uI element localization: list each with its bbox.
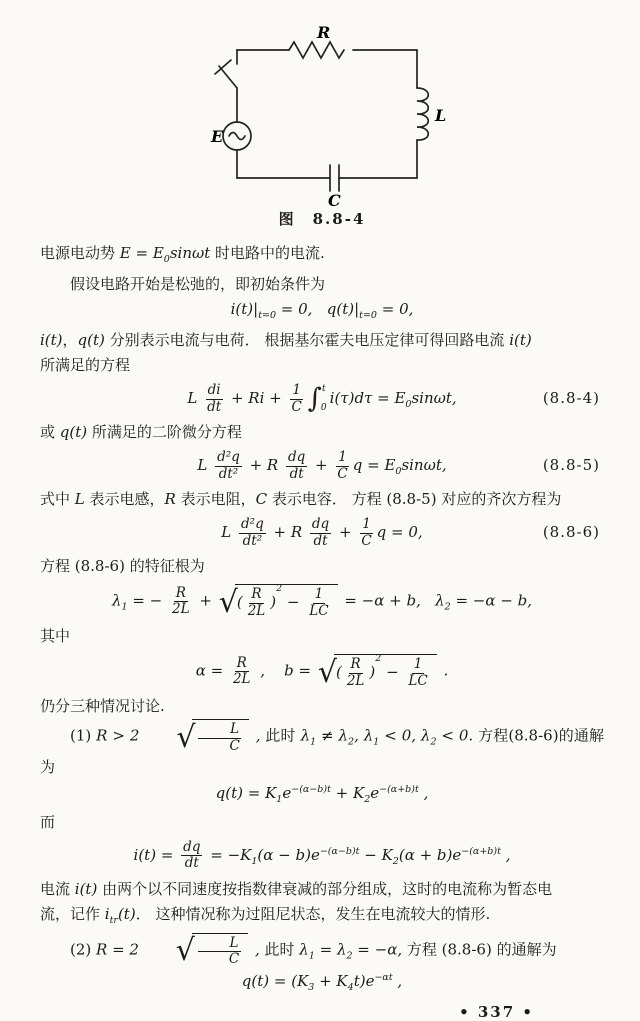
equation-body: L $\frac{di}{dt}$ + Ri + $\frac{1}{C}$ ∫ t 0 $i(\tau)d\tau = E_0\sin\omega t$,: [187, 382, 457, 415]
paragraph-components: 式中 L 表示电感，R 表示电阻，C 表示电容． 方程 (8.8-5) 对应的齐次方程为: [40, 490, 562, 509]
equation-roots: [40, 584, 604, 619]
figure-caption-number: 8.8-4: [312, 210, 366, 228]
paragraph-three-cases: 仍分三种情况讨论.: [40, 697, 165, 716]
paragraph-satisfies: 所满足的方程: [40, 356, 131, 374]
equation-alpha-b: [40, 654, 604, 689]
figure-caption: [40, 208, 604, 229]
equation-i-general-1: [40, 840, 604, 872]
paragraph-or-q: 或 q(t) 所满足的二阶微分方程: [40, 423, 242, 442]
paragraph-transient-b: 流，记作 $i_{tr}(t)$． 这种情况称为过阻尼状态，发生在电流较大的情形.: [40, 904, 491, 926]
paragraph-case1: (1) R > 2 √ $\frac{L}{C}$ , 此时 $\lambda_1 \ne \lambda_2$, $\lambda_1 < 0$, $\lambda_2 < 0$. 方程(8.8-6)的通解为: [40, 719, 604, 776]
paragraph-kirchhoff: i(t)，q(t) 分别表示电流与电荷． 根据基尔霍夫电压定律可得回路电流 i(t): [40, 331, 532, 349]
equation-8-8-6: [40, 517, 604, 549]
equation-tag: (8.8-4): [542, 389, 600, 408]
source-label: E: [211, 127, 224, 146]
equation-body: α = $\frac{R}{2L}$ , b = √ ( $\frac{R}{2L}$ ) 2 − $\frac{1}{LC}$ .: [195, 653, 449, 690]
sine-wave-icon: [229, 133, 245, 140]
equation-body: $\lambda_1$ = − $\frac{R}{2L}$ + √ ( $\frac{R}{2L}$ ) 2 − $\frac{1}{LC}$ = −α + b, $\lambda_2 = -\alpha - b$,: [112, 583, 532, 620]
resistor-symbol: [289, 42, 344, 58]
initial-conditions: $i(t)|_{t=0} = 0$, $q(t)|_{t=0} = 0$,: [230, 300, 414, 321]
inductor-symbol: [417, 88, 428, 140]
paragraph-where: 其中: [40, 627, 71, 646]
circuit-figure: [40, 26, 604, 208]
equation-q-general-1: [40, 785, 604, 805]
equation-8-8-5: [40, 450, 604, 482]
equation-body: i(t) = $\frac{dq}{dt}$ = $-K_1(\alpha - b)e^{-(\alpha-b)t} - K_2(\alpha + b)e^{-(\alpha+b)t}$ ,: [133, 838, 511, 872]
equation-body: L $\frac{\text{d²q}}{\text{dt²}}$ + R $\frac{dq}{dt}$ + $\frac{1}{C}$ q = 0,: [221, 516, 423, 549]
equation-q-general-2: [40, 973, 604, 993]
equation-8-8-4: [40, 383, 604, 415]
switch-symbol: [219, 66, 237, 88]
inductor-label: L: [435, 106, 447, 125]
paragraph-intro: 电源电动势 $E = E_0\sin\omega t$ 时电路中的电流.: [40, 244, 325, 265]
paragraph-char-roots: 方程 (8.8-6) 的特征根为: [40, 557, 205, 576]
paragraph-and: 而: [40, 812, 56, 831]
equation-tag: (8.8-6): [542, 523, 600, 542]
page-number: • 337 •: [459, 1003, 534, 1021]
circuit-diagram: [187, 26, 457, 208]
equation-body: $q(t) = (K_3 + K_4t)e^{-\alpha t}$ ,: [241, 972, 403, 994]
paragraph-case2: (2) R = 2 √ $\frac{L}{C}$ , 此时 $\lambda_1 = \lambda_2 = -\alpha$, 方程 (8.8-6) 的通解为: [70, 933, 557, 969]
equation-body: $q(t) = K_1e^{-(\alpha-b)t} + K_2e^{-(\alpha+b)t}$ ,: [215, 783, 429, 805]
figure-caption-prefix: 图: [278, 210, 295, 228]
paragraph-transient-a: 电流 i(t) 由两个以不同速度按指数律衰减的部分组成，这时的电流称为暂态电: [40, 879, 553, 898]
equation-tag: (8.8-5): [542, 456, 600, 475]
paragraph-assume: 假设电路开始是松弛的，即初始条件为: [70, 275, 326, 293]
capacitor-label: C: [328, 191, 341, 208]
resistor-label: R: [317, 26, 331, 42]
equation-body: L $\frac{\text{d²q}}{\text{dt²}}$ + R $\frac{dq}{dt}$ + $\frac{1}{C}$ $q = E_0\sin\omega t$,: [197, 449, 447, 482]
